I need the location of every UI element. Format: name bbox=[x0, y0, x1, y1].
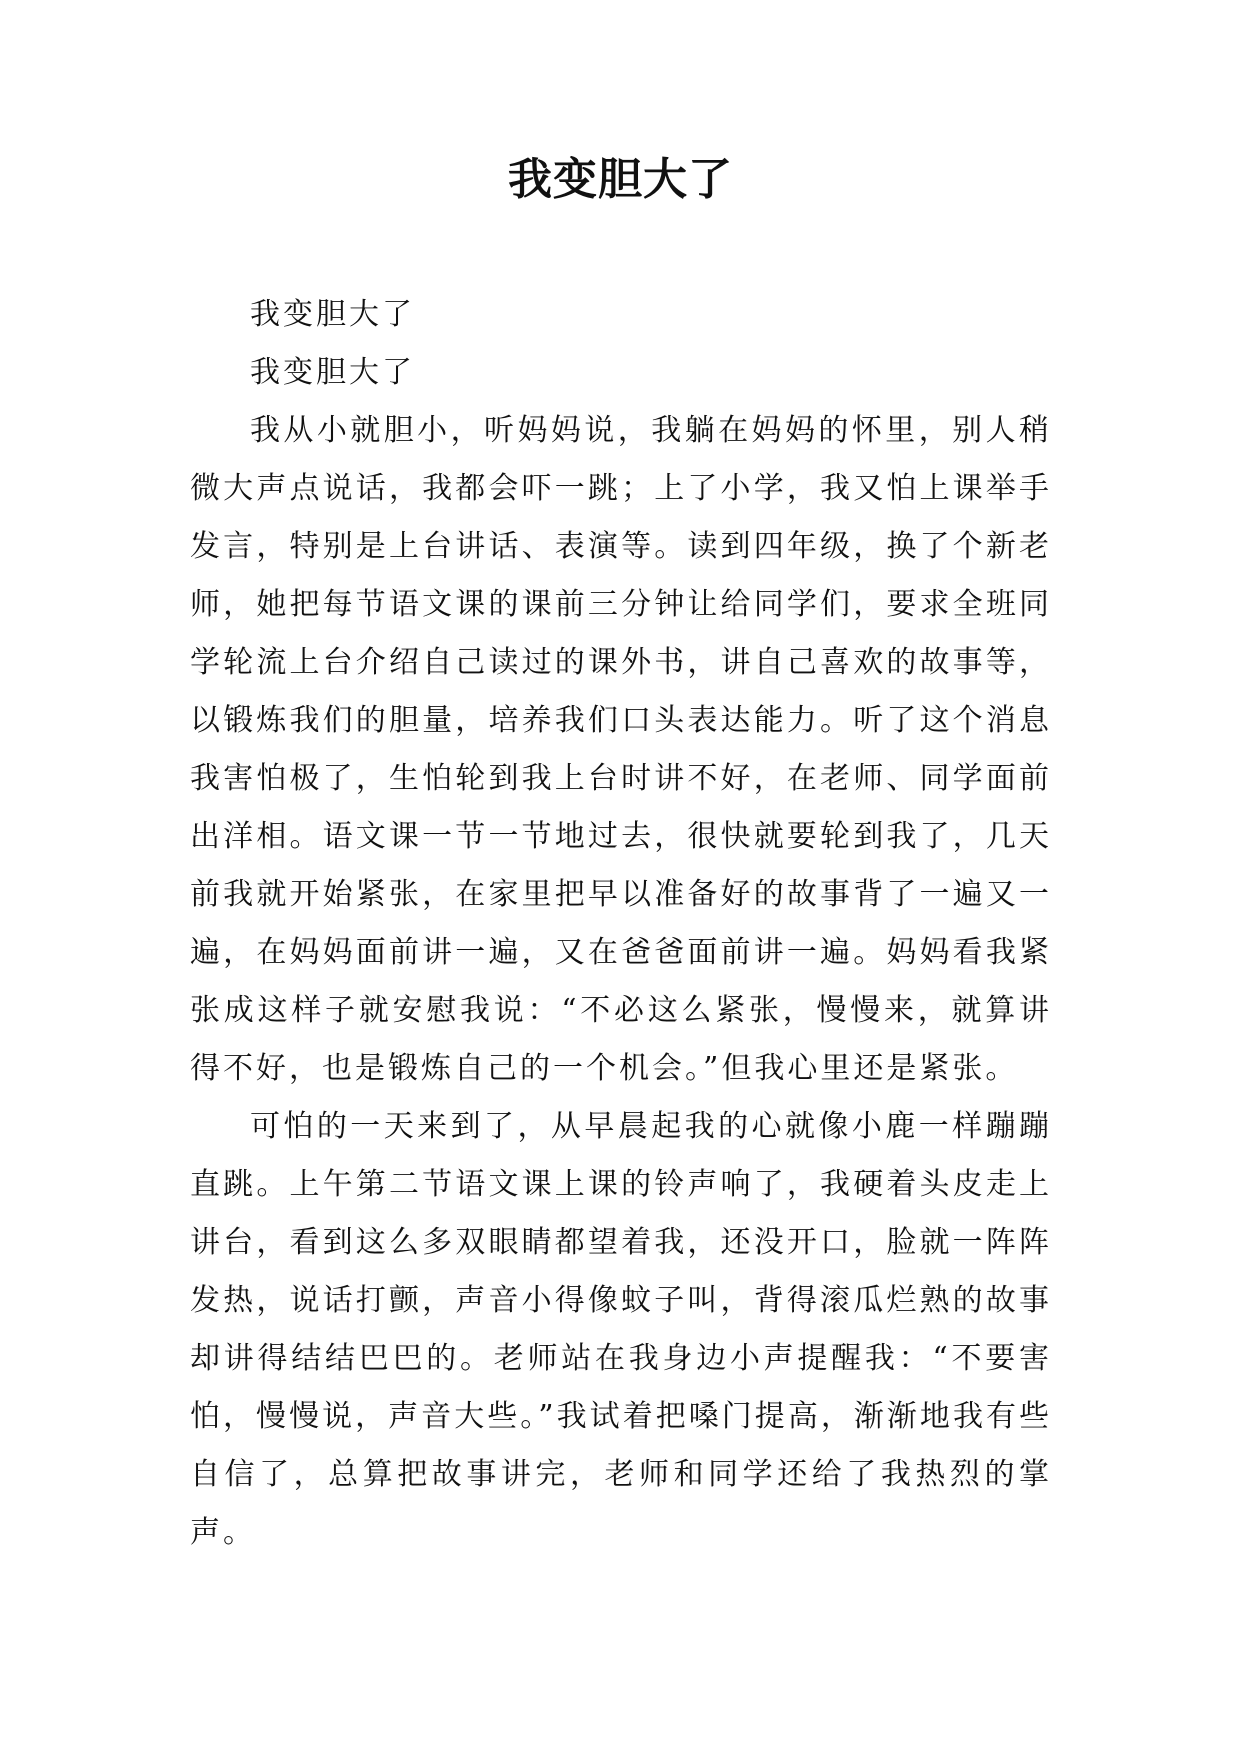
document-title: 我变胆大了 bbox=[508, 154, 733, 205]
paragraph-1: 我从小就胆小，听妈妈说，我躺在妈妈的怀里，别人稍微大声点说话，我都会吓一跳；上了小学，我又怕上课举手发言，特别是上台讲话、表演等。读到四年级，换了个新老师，她把每节语文课的课前三分钟让给同学们，要求全班同学轮流上台介绍自己读过的课外书，讲自己喜欢的故事等，以锻炼我们的胆量，培养我们口头表达能力。听了这个消息我害怕极了，生怕轮到我上台时讲不好，在老师、同学面前出洋相。语文课一节一节地过去，很快就要轮到我了，几天前我就开始紧张，在家里把早以准备好的故事背了一遍又一遍，在妈妈面前讲一遍，又在爸爸面前讲一遍。妈妈看我紧张成这样子就安慰我说：“不必这么紧张，慢慢来，就算讲得不好，也是锻炼自己的一个机会。”但我心里还是紧张。 bbox=[190, 413, 1052, 1086]
paragraph-heading-1: 我变胆大了 bbox=[250, 297, 415, 332]
document-body bbox=[190, 286, 1052, 1562]
paragraph-2: 可怕的一天来到了，从早晨起我的心就像小鹿一样蹦蹦直跳。上午第二节语文课上课的铃声响了，我硬着头皮走上讲台，看到这么多双眼睛都望着我，还没开口，脸就一阵阵发热，说话打颤，声音小得像蚊子叫，背得滚瓜烂熟的故事却讲得结结巴巴的。老师站在我身边小声提醒我：“不要害怕，慢慢说，声音大些。”我试着把嗓门提高，渐渐地我有些自信了，总算把故事讲完，老师和同学还给了我热烈的掌声。 bbox=[190, 1109, 1052, 1550]
paragraph-heading-2: 我变胆大了 bbox=[250, 355, 415, 390]
